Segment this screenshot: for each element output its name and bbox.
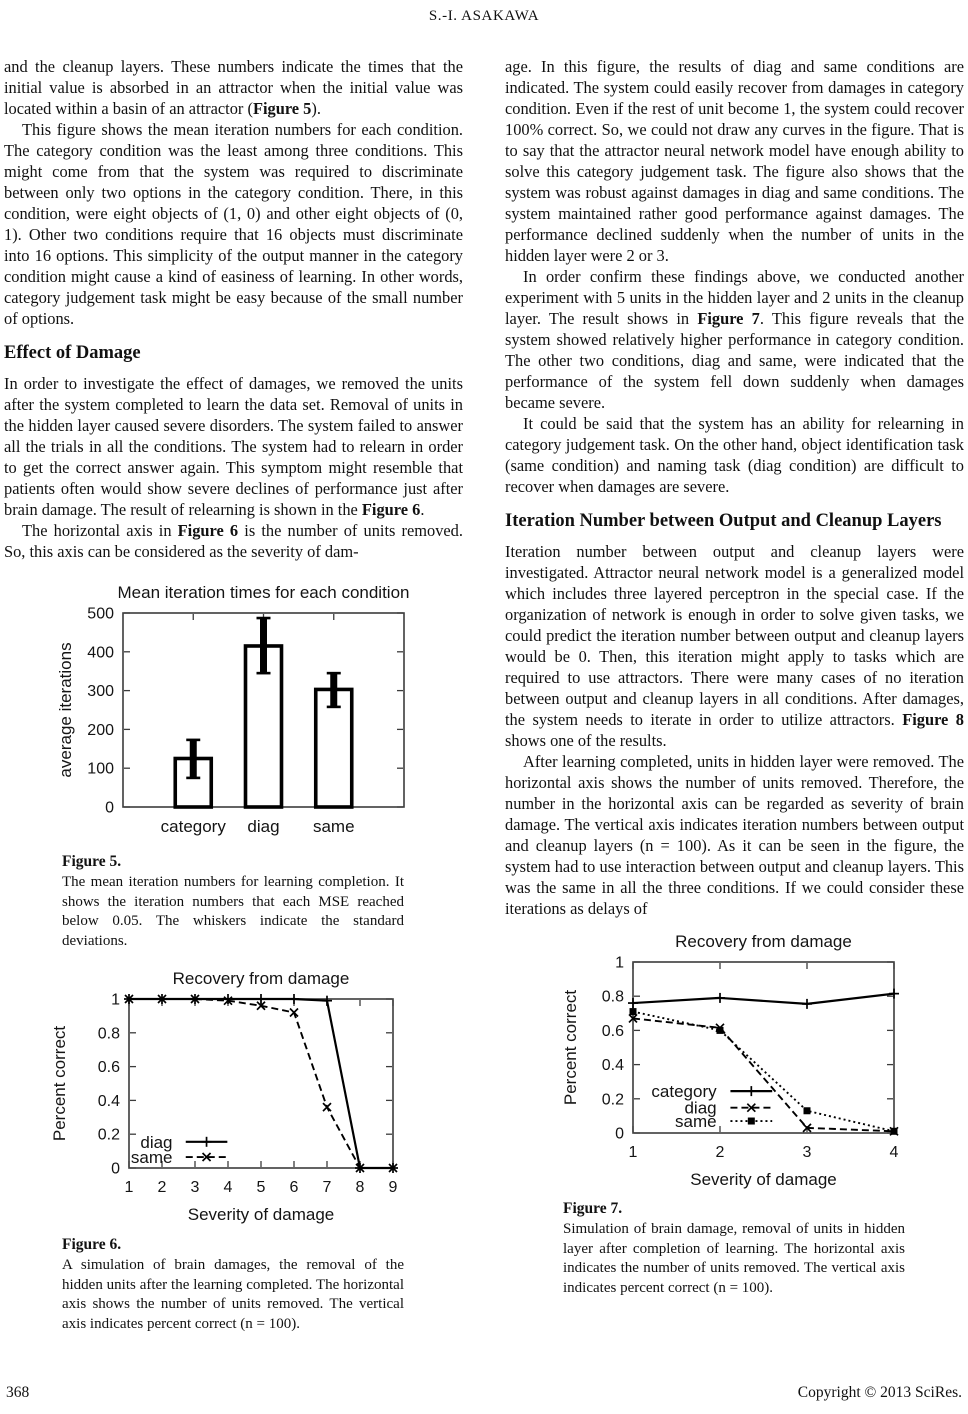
figure6-caption-text: A simulation of brain damages, the removal of the hidden units after the learning completed. The horizontal axis shows the number of units removed. The vertical axis indicates percent correct (n = 100). — [62, 1257, 404, 1332]
svg-text:500: 500 — [87, 605, 114, 623]
svg-text:1: 1 — [124, 1179, 134, 1196]
svg-text:1: 1 — [111, 991, 120, 1009]
paragraph: and the cleanup layers. These numbers indicate the times that the initial value is absorbed in an attractor when the initial value was located within a basin of an attractor (Figure 5). — [4, 57, 463, 118]
figure6-line-chart — [50, 965, 463, 1227]
page-number: 368 — [6, 1384, 30, 1401]
svg-text:5: 5 — [256, 1179, 266, 1196]
figure6-caption-label: Figure 6. — [62, 1236, 122, 1253]
svg-text:0.2: 0.2 — [601, 1091, 624, 1109]
svg-text:2: 2 — [715, 1144, 725, 1161]
running-head-author: S.-I. ASAKAWA — [428, 8, 540, 24]
svg-text:Recovery from damage: Recovery from damage — [172, 969, 350, 988]
svg-text:Recovery from damage: Recovery from damage — [675, 932, 852, 951]
figure5-caption — [62, 852, 404, 951]
svg-text:category: category — [160, 817, 226, 836]
svg-text:200: 200 — [87, 721, 114, 739]
paragraph: This figure shows the mean iteration numbers for each condition. The category condition was the least among three conditions. This might come from that the system was required to discriminate between only two options in the category condition. There, in this condition, were eight objects of (1, 0) and other eight objects of (0, 1). Other two conditions require that 16 objects must discriminate into 16 options. This simplicity of the output manner in the category condition might cause a kind of easiness of learning. In other words, category judgement task might be easy because of the small number of options. — [4, 120, 463, 328]
section-heading-effect-of-damage: Effect of Damage — [4, 343, 141, 363]
svg-text:100: 100 — [87, 760, 114, 778]
page-footer — [6, 1384, 962, 1402]
svg-text:2: 2 — [157, 1179, 167, 1196]
two-column-body — [0, 56, 968, 1348]
svg-text:400: 400 — [87, 644, 114, 662]
paragraph: After learning completed, units in hidden layer were removed. The horizontal axis shows the number of units removed. Therefore, the number in the horizontal axis can be regarded as severity of brain damage. The vertical axis indicates iteration numbers between output and cleanup layers (n = 100). As it can be seen in the figure, the system had to use interaction between output and cleanup layers. This was the same in all the three conditions. If we could consider these iterations as delays of — [505, 752, 964, 918]
svg-text:4: 4 — [889, 1144, 899, 1161]
copyright-notice: Copyright © 2013 SciRes. — [797, 1384, 962, 1401]
paragraph: The horizontal axis in Figure 6 is the number of units removed. So, this axis can be considered as the severity of dam- — [4, 521, 463, 561]
right-column — [505, 56, 964, 1348]
svg-text:1: 1 — [628, 1144, 638, 1161]
svg-text:Severity of damage: Severity of damage — [690, 1170, 837, 1189]
figure6-caption — [62, 1235, 404, 1334]
svg-text:0: 0 — [615, 1125, 624, 1143]
paragraph: It could be said that the system has an ability for relearning in category judgement task. On the other hand, object identification task (same condition) and naming task (diag condition) are difficult to recover when damages are severe. — [505, 414, 964, 496]
svg-text:8: 8 — [355, 1179, 365, 1196]
figure5-caption-label: Figure 5. — [62, 853, 122, 870]
paragraph: In order confirm these findings above, we conducted another experiment with 5 units in the hidden layer and 2 units in the cleanup layer. The result shows in Figure 7. This figure reveals that the system showed relatively higher performance in category condition. The other two conditions, diag and same, were indicated that the performance of the system fell down suddenly when damages became severe. — [505, 267, 964, 412]
svg-text:average iterations: average iterations — [56, 642, 75, 778]
svg-text:9: 9 — [388, 1179, 398, 1196]
figure-5 — [4, 572, 463, 951]
section-heading-iteration-number: Iteration Number between Output and Cleanup Layers — [505, 511, 942, 531]
svg-text:0.8: 0.8 — [97, 1025, 120, 1043]
svg-text:0.8: 0.8 — [601, 988, 624, 1006]
figure-7 — [505, 929, 964, 1298]
figure7-caption — [563, 1199, 905, 1298]
figure7-caption-text: Simulation of brain damage, removal of units in hidden layer after completion of learning. The horizontal axis indicates the number of units removed. The vertical axis indicates percent correct (n = 100). — [563, 1221, 905, 1296]
paragraph: Iteration number between output and cleanup layers were investigated. Attractor neural network model is a generalized model which includes three layered perceptron in the special case. If the organization of network is enough in order to solve given tasks, we could predict the iteration number between output and cleanup layers would be 0. Then, this iteration might apply to tasks which are required to use attractors. There were many cases of no iteration between output and cleanup layers in all conditions. After damages, the system needs to iterate in order to utilize attractors. Figure 8 shows one of the results. — [505, 542, 964, 750]
svg-text:Percent correct: Percent correct — [561, 989, 580, 1106]
figure5-bar-chart — [56, 572, 463, 844]
svg-text:Mean iteration times for each: Mean iteration times for each condition — [117, 583, 410, 602]
svg-text:3: 3 — [190, 1179, 200, 1196]
svg-text:1: 1 — [615, 954, 624, 972]
svg-text:Percent correct: Percent correct — [50, 1025, 69, 1142]
svg-text:0.4: 0.4 — [97, 1092, 120, 1110]
svg-text:0.4: 0.4 — [601, 1057, 624, 1075]
svg-text:3: 3 — [802, 1144, 812, 1161]
svg-text:diag: diag — [684, 1098, 717, 1118]
figure-6 — [4, 965, 463, 1334]
paragraph: age. In this figure, the results of diag and same conditions are indicated. The system could easily recover from damages in category condition. Even if the rest of unit become 1, the system could recover 100% correct. So, we could not draw any curves in the figure. That is to say that the attractor neural network model have enough ability to solve this category judgement task. The figure also shows that the system was robust against damages in diag and same conditions. The system maintained rather good performance against damages. The performance declined suddenly when the number of units in the hidden layer were 2 or 3. — [505, 57, 964, 265]
svg-text:6: 6 — [289, 1179, 299, 1196]
svg-text:0.2: 0.2 — [97, 1126, 120, 1144]
svg-text:300: 300 — [87, 683, 114, 701]
svg-text:0.6: 0.6 — [601, 1022, 624, 1040]
svg-text:category: category — [651, 1082, 717, 1102]
figure7-line-chart — [561, 929, 964, 1191]
svg-text:diag: diag — [247, 817, 280, 836]
svg-text:same: same — [675, 1112, 717, 1132]
svg-text:4: 4 — [223, 1179, 233, 1196]
svg-text:diag: diag — [140, 1132, 173, 1152]
paragraph: In order to investigate the effect of damages, we removed the units after the system completed to learn the data set. Removal of units in the hidden layer caused severe disorders. The system failed to answer all the trials in all the conditions. The system had to relearn in order to get the correct answer again. This symptom might resemble that patients often would show severe declines of performance just after brain damage. The result of relearning is shown in the Figure 6. — [4, 374, 463, 519]
svg-text:0.6: 0.6 — [97, 1059, 120, 1077]
svg-text:same: same — [312, 817, 355, 836]
left-column — [4, 56, 463, 1348]
svg-text:7: 7 — [322, 1179, 332, 1196]
svg-text:0: 0 — [111, 1160, 120, 1178]
svg-text:Severity of damage: Severity of damage — [187, 1205, 335, 1224]
figure5-caption-text: The mean iteration numbers for learning completion. It shows the iteration numbers that each MSE reached below 0.05. The whiskers indicate the standard deviations. — [62, 874, 404, 949]
svg-text:0: 0 — [105, 799, 114, 817]
svg-text:same: same — [130, 1148, 173, 1168]
figure7-caption-label: Figure 7. — [563, 1200, 623, 1217]
